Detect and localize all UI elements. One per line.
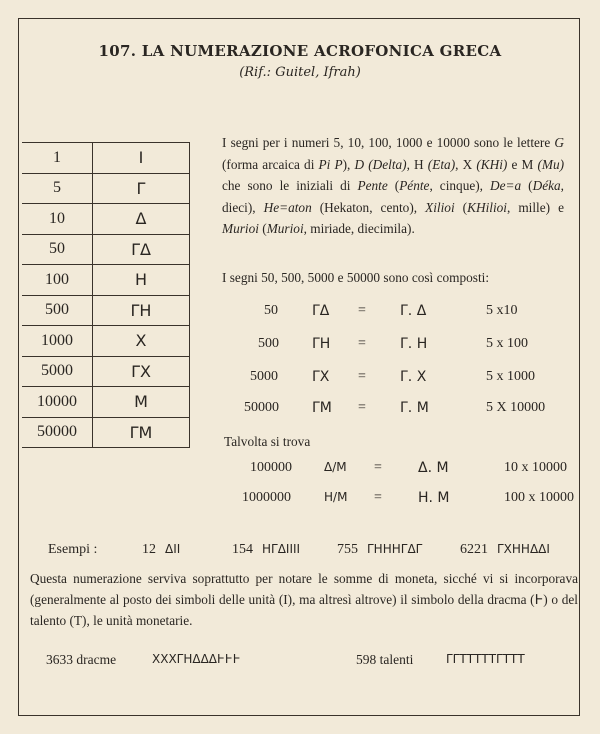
table-symbol: ΓΧ — [93, 356, 190, 387]
table-row — [22, 234, 190, 265]
table-row — [22, 143, 190, 174]
composed-heading: I segni 50, 500, 5000 e 50000 sono così composti: — [222, 270, 490, 285]
page-title: 107. LA NUMERAZIONE ACROFONICA GRECA — [98, 42, 502, 60]
composed-row: 50 ΓΔ = Γ. Δ 5 x10 — [264, 303, 518, 319]
composed-row: 5000 ΓΧ = Γ. Χ 5 x 1000 — [250, 369, 535, 385]
table-number: 100 — [22, 265, 93, 296]
money-paragraph: Questa numerazione serviva soprattutto per notare le somme di moneta, sicché vi si incorporava (generalmente al posto dei simboli delle unità (Ι), ma altresì altrove) il simbolo della dracma (Ͱ) o del talento (Τ), le unità monetarie. — [30, 571, 578, 628]
table-symbol: Η — [93, 265, 190, 296]
composed-row: 500 ΓΗ = Γ. Η 5 x 100 — [258, 336, 528, 352]
table-symbol: Γ — [93, 173, 190, 204]
table-symbol: ΓΜ — [93, 417, 190, 448]
table-number: 5000 — [22, 356, 93, 387]
reference-note: (Rif.: Guitel, Ifrah) — [239, 65, 361, 80]
examples-row: Esempi : 12 ΔΙΙ 154 ΗΓΔΙΙΙΙ 755 ΓΗΗΗΓΔΓ 6221 ΓΧΗΗΔΔΙ — [48, 542, 550, 557]
variant-row: 100000 Δ/Μ = Δ. Μ 10 x 10000 — [250, 460, 567, 476]
table-row — [22, 173, 190, 204]
intro-paragraph: I segni per i numeri 5, 10, 100, 1000 e 10000 sono le lettere G (forma arcaica di Pi P), D (Delta), H (Eta), X (KHi) e M (Mu) che sono le iniziali di Pente (Pénte, cinque), De=a (Déka, dieci), He=aton (Hekaton, cento), Xilioi (KHilioi, mille) e Murioi (Murioi, miriade, diecimila). — [222, 135, 565, 236]
table-symbol: ΓΗ — [93, 295, 190, 326]
variant-row: 1000000 Η/Μ = Η. Μ 100 x 10000 — [242, 490, 574, 506]
table-row — [22, 204, 190, 235]
table-number: 500 — [22, 295, 93, 326]
composed-row: 50000 ΓΜ = Γ. Μ 5 X 10000 — [244, 400, 546, 416]
table-number: 10 — [22, 204, 93, 235]
table-symbol: Δ — [93, 204, 190, 235]
table-number: 50 — [22, 234, 93, 265]
table-symbol: Μ — [93, 387, 190, 418]
table-symbol: Ι — [93, 143, 190, 174]
talvolta-label: Talvolta si trova — [224, 434, 311, 449]
table-symbol: ΓΔ — [93, 234, 190, 265]
table-symbol: Χ — [93, 326, 190, 357]
table-number: 1000 — [22, 326, 93, 357]
table-number: 1 — [22, 143, 93, 174]
table-row — [22, 265, 190, 296]
table-number: 50000 — [22, 417, 93, 448]
table-number: 5 — [22, 173, 93, 204]
table-number: 10000 — [22, 387, 93, 418]
